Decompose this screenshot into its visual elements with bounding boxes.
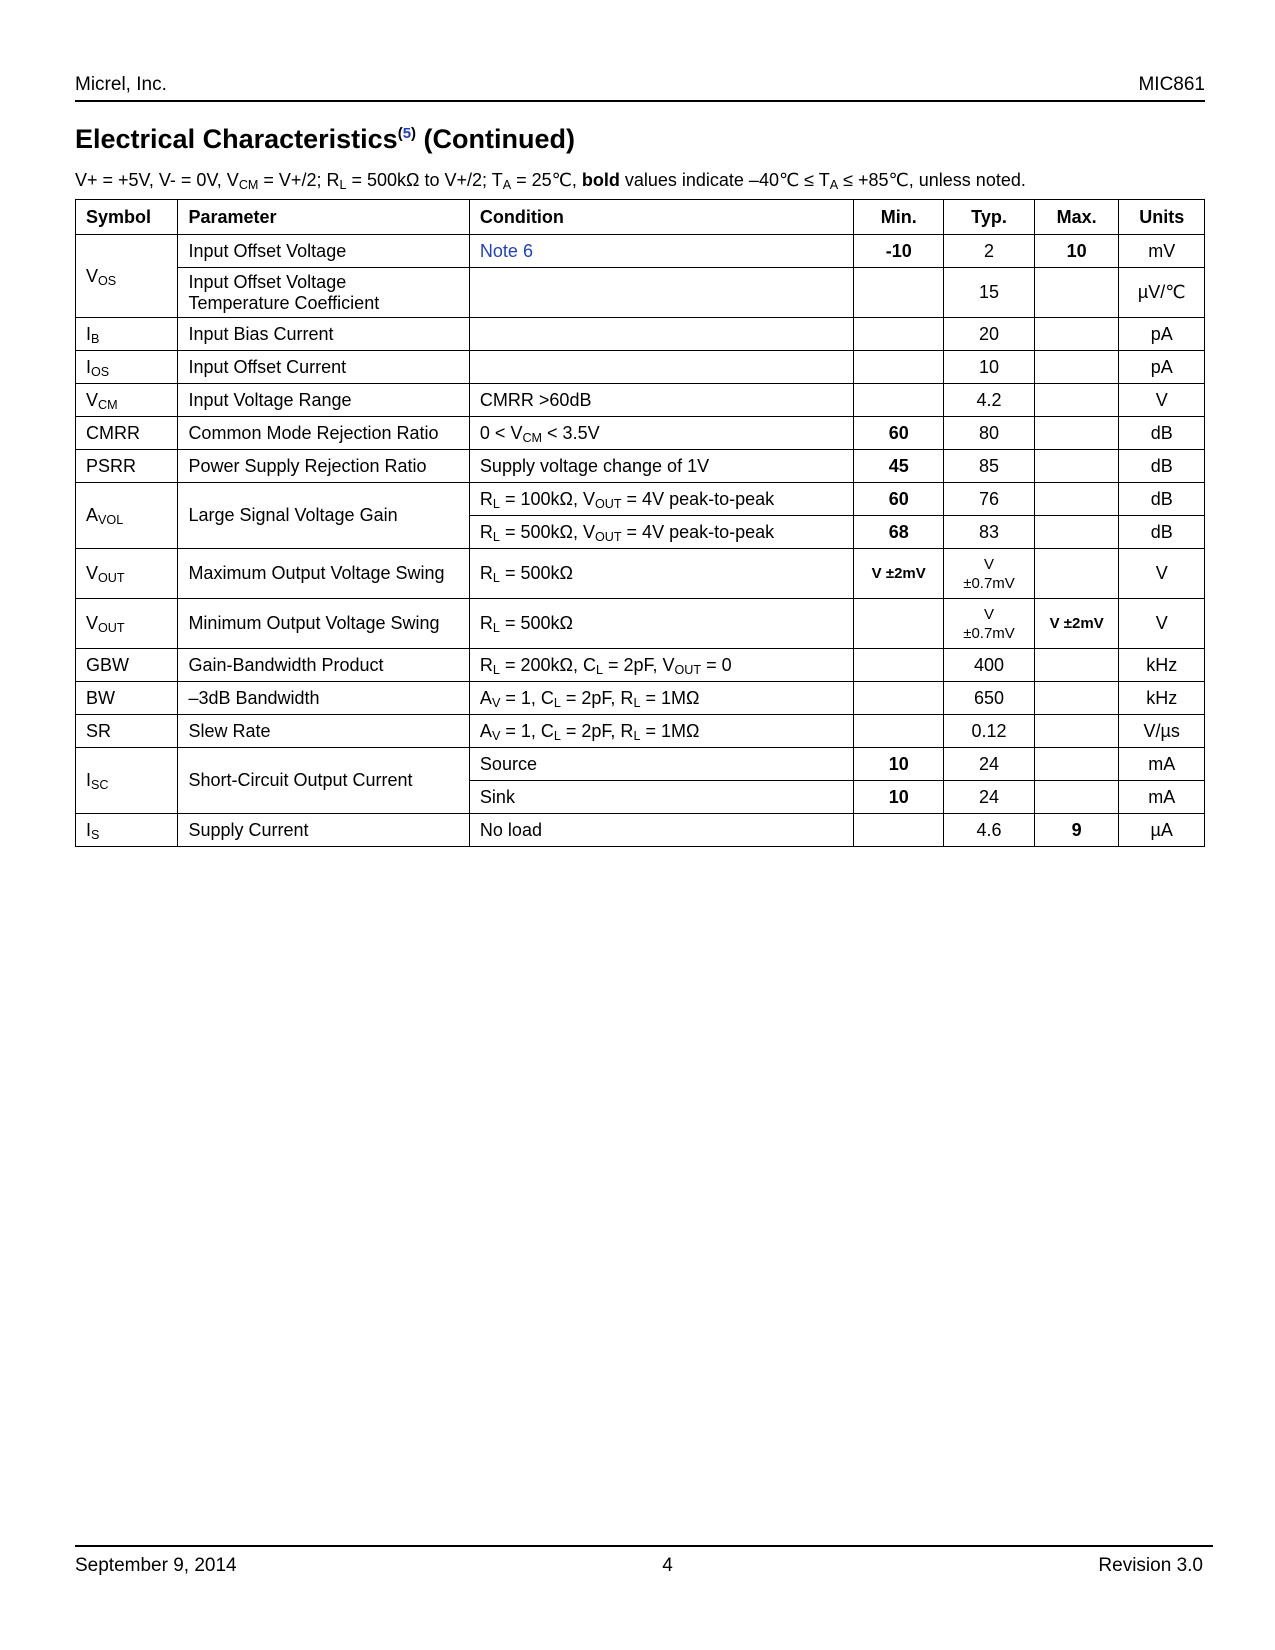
symbol-sub: OUT [98,621,125,636]
parameter-cell: Input Bias Current [178,318,469,351]
note-6-link[interactable]: Note 6 [479,240,533,261]
condition-cell: CMRR >60dB [469,384,853,417]
cond-text: = 25℃, [511,170,582,190]
units-cell: V [1119,384,1205,417]
symbol-sub: OS [98,273,117,288]
company-name: Micrel, Inc. [75,74,167,95]
electrical-characteristics-table [75,199,1205,847]
min-cell [854,682,944,715]
cond-sub: CM [238,178,259,193]
max-cell [1034,483,1118,516]
condition-sub: CM [522,430,543,445]
symbol-cell [76,748,178,814]
parameter-line: Temperature Coefficient [188,292,380,313]
condition-cell [469,599,853,649]
condition-cell: No load [469,814,853,847]
parameter-cell: Short-Circuit Output Current [178,748,469,814]
condition-text: = 2pF, V [602,654,675,675]
table-row [76,268,1205,318]
col-header-parameter: Parameter [178,200,469,235]
typ-cell: 0.12 [944,715,1035,748]
parameter-cell: Supply Current [178,814,469,847]
symbol-text: V [86,563,99,583]
max-cell [1034,516,1118,549]
part-number: MIC861 [1138,74,1205,95]
max-cell [1034,748,1118,781]
typ-cell: 24 [944,781,1035,814]
parameter-cell: Input Offset Current [178,351,469,384]
test-conditions [75,170,1026,191]
symbol-text: V [86,613,99,633]
condition-cell [469,682,853,715]
condition-cell: Supply voltage change of 1V [469,450,853,483]
parameter-cell: Minimum Output Voltage Swing [178,599,469,649]
condition-sub: L [553,695,561,710]
condition-cell: Sink [469,781,853,814]
section-title [75,124,575,155]
page-number: 4 [662,1555,673,1576]
revision: Revision 3.0 [1098,1555,1203,1576]
table-row [76,417,1205,450]
typ-cell: 4.6 [944,814,1035,847]
symbol-sub: OUT [98,571,125,586]
min-cell: 45 [854,450,944,483]
min-cell: 60 [854,417,944,450]
parameter-cell: Input Offset Voltage [178,235,469,268]
typ-cell: 10 [944,351,1035,384]
typ-line: V [984,555,995,573]
parameter-cell: Gain-Bandwidth Product [178,649,469,682]
cond-text: ≤ +85℃, unless noted. [838,170,1026,190]
condition-sub: L [633,728,641,743]
col-header-min: Min. [854,200,944,235]
symbol-text: I [86,770,92,790]
condition-cell [469,549,853,599]
table-row [76,599,1205,649]
table-header-row [76,200,1205,235]
cond-sub: A [502,178,512,193]
condition-cell [469,417,853,450]
typ-cell: 76 [944,483,1035,516]
condition-cell: Source [469,748,853,781]
symbol-sub: CM [98,397,118,412]
typ-cell: 2 [944,235,1035,268]
condition-sub: L [492,571,500,586]
units-cell: V/µs [1119,715,1205,748]
parameter-cell: Power Supply Rejection Ratio [178,450,469,483]
typ-cell [944,599,1035,649]
condition-text: R [479,563,493,583]
page-header [75,74,1205,102]
symbol-text: I [86,819,92,840]
condition-text: = 500kΩ [499,563,573,583]
cond-text: = V+/2; R [258,170,340,190]
typ-cell: 20 [944,318,1035,351]
title-note-ref: (5) [397,125,417,142]
units-cell: dB [1119,516,1205,549]
condition-text: 0 < V [479,422,523,443]
condition-text: = 1, C [500,687,554,708]
symbol-text: A [86,505,99,525]
condition-sub: L [595,662,603,677]
min-cell: 68 [854,516,944,549]
condition-text: = 1MΩ [640,687,700,708]
min-cell: V ±2mV [854,549,944,599]
table-row [76,384,1205,417]
units-cell: pA [1119,318,1205,351]
cond-sub: L [339,178,347,193]
condition-cell [469,649,853,682]
col-header-units: Units [1119,200,1205,235]
units-cell: pA [1119,351,1205,384]
min-cell [854,268,944,318]
condition-sub: OUT [594,529,622,544]
table-row [76,450,1205,483]
max-cell [1034,781,1118,814]
symbol-text: V [86,389,99,410]
units-cell: V [1119,549,1205,599]
typ-line: V [984,605,995,623]
parameter-cell: Common Mode Rejection Ratio [178,417,469,450]
condition-text: R [479,654,493,675]
condition-text: = 500kΩ, V [499,521,595,542]
parameter-cell: Maximum Output Voltage Swing [178,549,469,599]
cond-sub: A [829,178,839,193]
typ-cell: 83 [944,516,1035,549]
max-cell [1034,682,1118,715]
condition-cell [469,483,853,516]
condition-text: = 500kΩ [499,613,573,633]
symbol-cell: SR [76,715,178,748]
condition-sub: L [492,529,500,544]
units-cell: kHz [1119,682,1205,715]
min-cell [854,599,944,649]
condition-cell [469,351,853,384]
table-row [76,814,1205,847]
min-cell: 10 [854,781,944,814]
symbol-cell: GBW [76,649,178,682]
min-cell: 60 [854,483,944,516]
symbol-sub: OS [91,364,110,379]
condition-sub: OUT [674,662,702,677]
symbol-cell [76,599,178,649]
max-cell: 9 [1034,814,1118,847]
parameter-cell: –3dB Bandwidth [178,682,469,715]
condition-text: = 4V peak-to-peak [621,488,775,509]
max-cell [1034,549,1118,599]
symbol-cell [76,814,178,847]
typ-cell: 15 [944,268,1035,318]
condition-text: = 1MΩ [640,720,700,741]
condition-text: A [479,720,492,741]
condition-sub: L [492,496,500,511]
condition-sub: L [492,621,500,636]
typ-cell: 400 [944,649,1035,682]
min-cell [854,649,944,682]
condition-sub: L [492,662,500,677]
condition-text: A [479,687,492,708]
table-row [76,715,1205,748]
symbol-sub: B [91,331,100,346]
condition-sub: OUT [594,496,622,511]
units-cell: V [1119,599,1205,649]
max-cell [1034,318,1118,351]
max-cell [1034,268,1118,318]
max-cell [1034,384,1118,417]
symbol-cell: CMRR [76,417,178,450]
condition-text: = 2pF, R [560,720,634,741]
cond-text: = 500kΩ to V+/2; T [346,170,503,190]
cond-bold-word: bold [581,170,620,190]
parameter-cell: Input Voltage Range [178,384,469,417]
table-row [76,351,1205,384]
cond-text: V+ = +5V, V- = 0V, V [75,170,239,190]
typ-line: ±0.7mV [963,574,1015,592]
table-row [76,682,1205,715]
symbol-cell [76,549,178,599]
condition-cell [469,235,853,268]
condition-text: = 100kΩ, V [499,488,595,509]
condition-cell [469,516,853,549]
units-cell: µA [1119,814,1205,847]
condition-text: = 0 [701,654,732,675]
condition-sub: L [553,728,561,743]
units-cell: mA [1119,748,1205,781]
symbol-sub: VOL [98,513,124,528]
condition-text: = 1, C [500,720,554,741]
typ-cell: 24 [944,748,1035,781]
note-5-link[interactable]: 5 [402,125,412,142]
max-cell [1034,649,1118,682]
symbol-cell [76,384,178,417]
symbol-cell [76,318,178,351]
condition-text: = 4V peak-to-peak [621,521,775,542]
min-cell [854,318,944,351]
min-cell: -10 [854,235,944,268]
min-cell [854,351,944,384]
typ-cell: 85 [944,450,1035,483]
max-cell [1034,417,1118,450]
table-row [76,748,1205,781]
min-cell: 10 [854,748,944,781]
symbol-sub: S [91,827,100,842]
min-cell [854,715,944,748]
parameter-cell [178,268,469,318]
max-cell [1034,351,1118,384]
max-cell: 10 [1034,235,1118,268]
condition-cell [469,715,853,748]
cond-text: values indicate –40℃ ≤ T [619,170,830,190]
condition-text: R [479,488,493,509]
units-cell: mV [1119,235,1205,268]
table-row [76,235,1205,268]
condition-text: < 3.5V [542,422,600,443]
symbol-text: V [86,265,99,286]
condition-text: = 200kΩ, C [499,654,596,675]
typ-line: ±0.7mV [963,624,1015,642]
typ-cell: 80 [944,417,1035,450]
symbol-cell [76,351,178,384]
condition-sub: L [633,695,641,710]
table-row [76,318,1205,351]
typ-cell: 650 [944,682,1035,715]
col-header-max: Max. [1034,200,1118,235]
max-cell [1034,715,1118,748]
table-row [76,649,1205,682]
units-cell: dB [1119,483,1205,516]
typ-cell: 4.2 [944,384,1035,417]
parameter-cell: Large Signal Voltage Gain [178,483,469,549]
parameter-cell: Slew Rate [178,715,469,748]
table-row [76,483,1205,516]
condition-text: R [479,521,493,542]
col-header-condition: Condition [469,200,853,235]
table-row [76,549,1205,599]
parameter-line: Input Offset Voltage [188,271,347,292]
col-header-symbol: Symbol [76,200,178,235]
footer-date: September 9, 2014 [75,1555,237,1576]
symbol-cell [76,483,178,549]
symbol-text: I [86,323,92,344]
condition-sub: V [491,728,501,743]
condition-cell [469,318,853,351]
max-cell [1034,450,1118,483]
section-title-text: Electrical Characteristics [75,124,398,154]
page-footer [75,1545,1213,1577]
units-cell: dB [1119,450,1205,483]
min-cell [854,384,944,417]
typ-cell [944,549,1035,599]
units-cell: mA [1119,781,1205,814]
symbol-text: I [86,356,92,377]
condition-cell [469,268,853,318]
min-cell [854,814,944,847]
condition-text: R [479,613,493,633]
symbol-cell: BW [76,682,178,715]
symbol-cell: PSRR [76,450,178,483]
section-title-suffix: (Continued) [423,124,575,154]
units-cell: kHz [1119,649,1205,682]
symbol-cell [76,235,178,318]
condition-sub: V [491,695,501,710]
col-header-typ: Typ. [944,200,1035,235]
condition-text: = 2pF, R [560,687,634,708]
units-cell: µV/℃ [1119,268,1205,318]
max-cell: V ±2mV [1034,599,1118,649]
units-cell: dB [1119,417,1205,450]
symbol-sub: SC [91,778,109,793]
